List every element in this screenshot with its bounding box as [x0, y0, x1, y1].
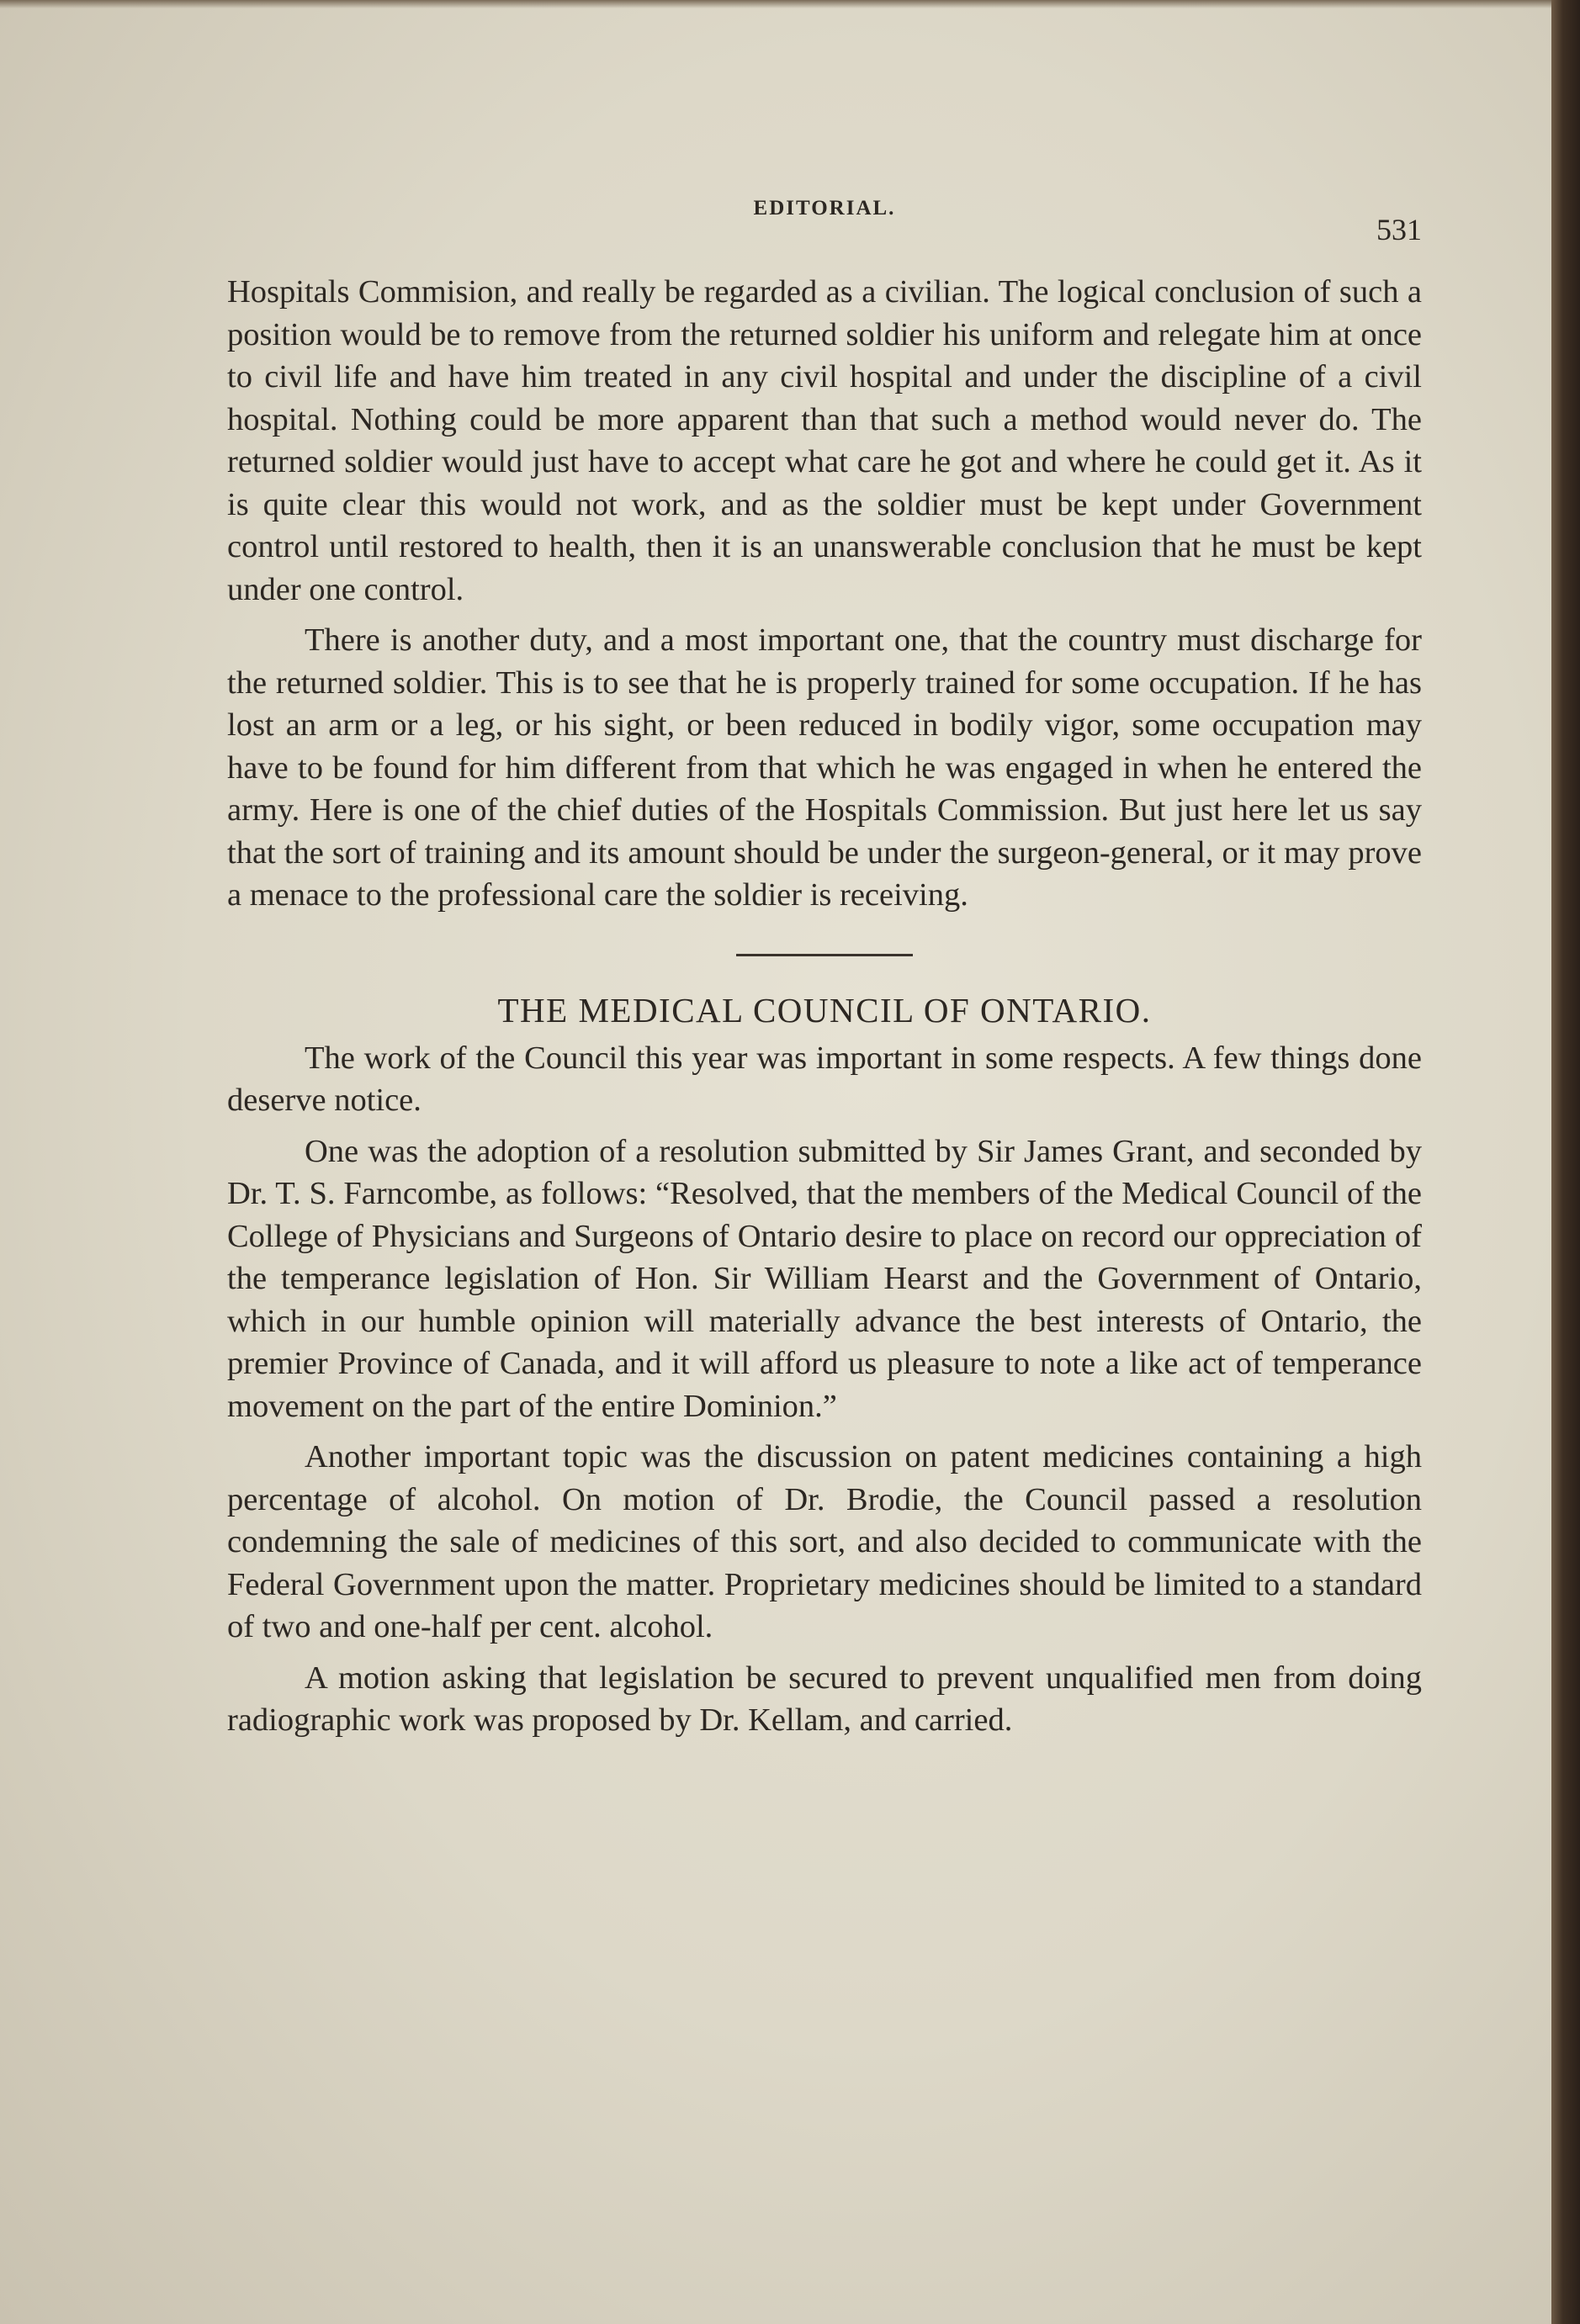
page-number: 531	[1376, 213, 1422, 246]
running-head	[227, 193, 1422, 244]
body-paragraph: Another important topic was the discussion on patent medicines containing a high percentage of alcohol. On motion of Dr. Brodie, the Council passed a resolution condemning the sale of medicines of this sort, and also decided to communicate with the Federal Government upon the matter. Proprietary medicines should be limited to a standard of two and one-half per cent. alcohol.	[227, 1439, 1422, 1644]
body-paragraph: A motion asking that legislation be secured to prevent unqualified men from doing radiographic work was proposed by Dr. Kellam, and carried.	[227, 1660, 1422, 1738]
continued-paragraph: Hospitals Commision, and really be regarded as a civilian. The logical conclusion of such a position would be to remove from the returned soldier his uniform and relegate him at once to civil life and have him treated in any civil hospital and under the discipline of a civil hospital. Nothing could be more apparent than that such a method would never do. The returned soldier would just have to accept what care he got and where he could get it. As it is quite clear this would not work, and as the soldier must be kept under Government control until restored to health, then it is an unanswerable conclusion that he must be kept under one control.	[227, 274, 1422, 607]
body-paragraph: The work of the Council this year was important in some respects. A few things done deserve notice.	[227, 1040, 1422, 1118]
running-title: EDITORIAL.	[753, 197, 896, 220]
book-binding-edge	[1551, 0, 1580, 2324]
section-heading: THE MEDICAL COUNCIL OF ONTARIO.	[497, 990, 1152, 1030]
page-content	[227, 193, 1422, 1742]
section-divider	[736, 954, 913, 956]
page-top-shadow	[0, 0, 1580, 8]
body-paragraph: There is another duty, and a most important one, that the country must discharge for the returned soldier. This is to see that he is properly trained for some occupation. If he has lost an arm or a leg, or his sight, or been reduced in bodily vigor, some occupation may have to be found for him different from that which he was engaged in when he entered the army. Here is one of the chief duties of the Hospitals Commission. But just here let us say that the sort of training and its amount should be under the surgeon-general, or it may prove a menace to the professional care the soldier is receiving.	[227, 622, 1422, 913]
body-paragraph: One was the adoption of a resolution submitted by Sir James Grant, and seconded by Dr. T. S. Farncombe, as follows: “Resolved, that the members of the Medical Council of the College of Physicians and Surgeons of Ontario desire to place on record our oppreciation of the temperance legislation of Hon. Sir William Hearst and the Government of Ontario, which in our humble opinion will materially advance the best interests of Ontario, the premier Province of Canada, and it will afford us pleasure to note a like act of temperance movement on the part of the entire Dominion.”	[227, 1133, 1422, 1424]
